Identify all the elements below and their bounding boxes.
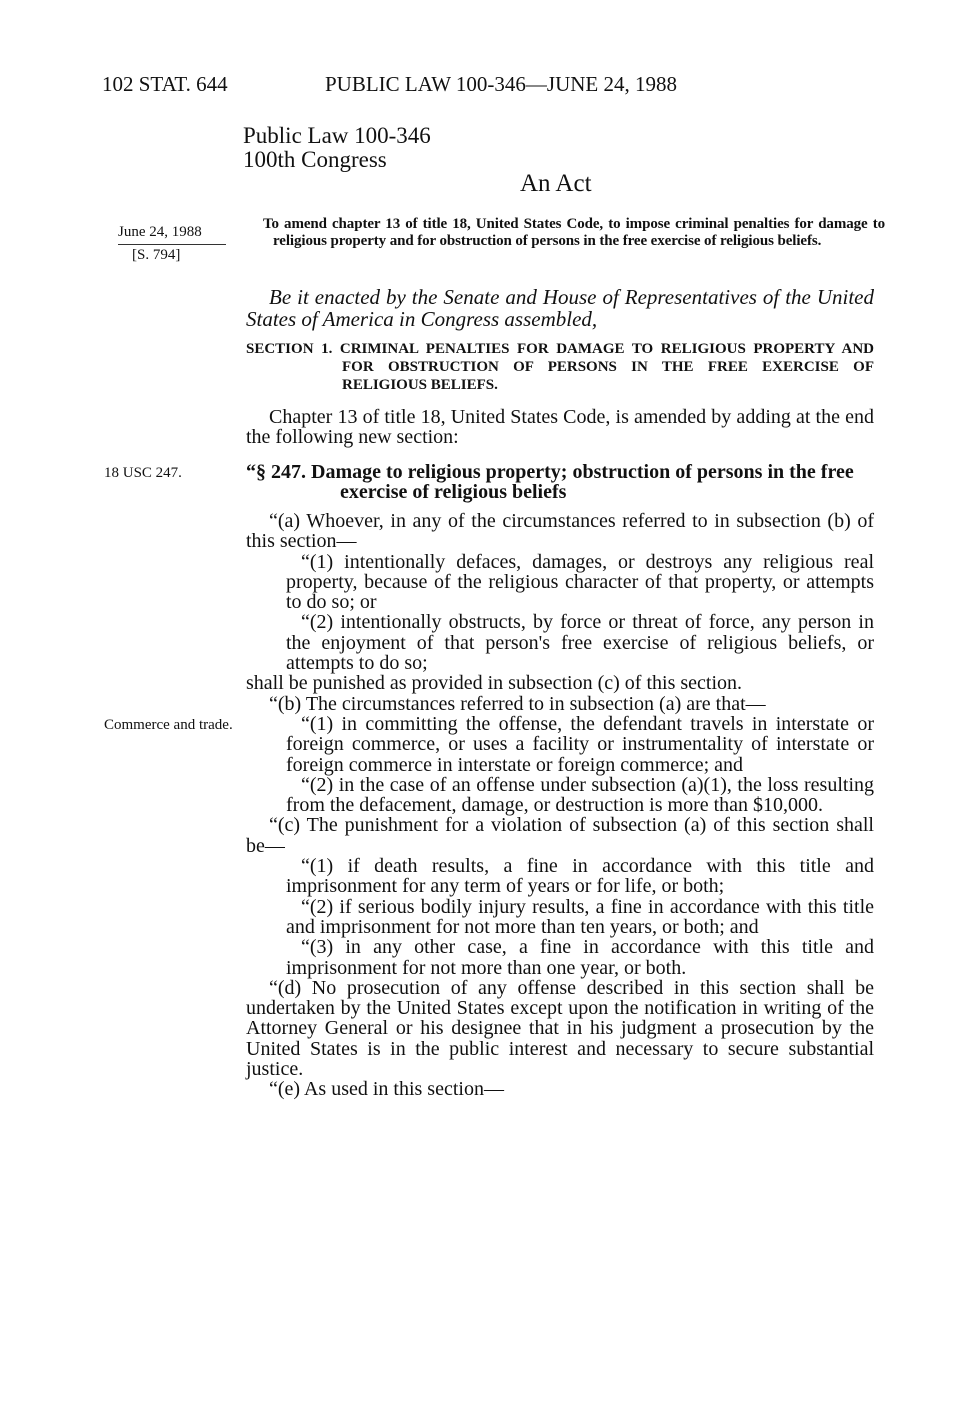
subsection-b-intro: “(b) The circumstances referred to in subsection (a) are that— — [269, 692, 766, 715]
running-header: PUBLIC LAW 100-346—JUNE 24, 1988 — [325, 72, 678, 96]
paragraph-a-2: “(2) intentionally obstructs, by force or threat of force, any person in the enjoyment of that person's free exercise of religious beliefs, or attempts to do so; — [286, 611, 874, 675]
paragraph-a-1: “(1) intentionally defaces, damages, or destroys any religious real property, because of the religious character of that property, or attempts to do so; or — [286, 550, 874, 614]
enacting-clause: Be it enacted by the Senate and House of Representatives of the United States of America in Congress assembled, — [246, 285, 874, 331]
statute-text — [246, 511, 874, 1100]
margin-usc-citation: 18 USC 247. — [104, 465, 182, 481]
subsection-a-intro: “(a) Whoever, in any of the circumstances referred to in subsection (b) of this section— — [246, 510, 874, 553]
congress-number: 100th Congress — [243, 147, 387, 172]
margin-bill-number: [S. 794] — [132, 247, 181, 263]
margin-approval-date: June 24, 1988 — [118, 224, 202, 240]
stat-page-number: 102 STAT. 644 — [102, 72, 228, 96]
margin-divider — [118, 244, 226, 245]
amending-paragraph: Chapter 13 of title 18, United States Code, is amended by adding at the end the following new section: — [246, 406, 874, 449]
subsection-c-intro: “(c) The punishment for a violation of subsection (a) of this section shall be— — [246, 814, 874, 857]
section-247-heading: “§ 247. Damage to religious property; obstruction of persons in the free exercise of religious beliefs — [246, 461, 854, 503]
paragraph-c-3: “(3) in any other case, a fine in accordance with this title and imprisonment for not more than one year, or both. — [286, 936, 874, 979]
subsection-e-intro: “(e) As used in this section— — [269, 1078, 504, 1101]
subsection-d: “(d) No prosecution of any offense described in this section shall be undertaken by the United States except upon the notification in writing of the Attorney General or his designee that in his judgment a prosecution by the United States is in the public interest and necessary to secure substantial justice. — [246, 976, 874, 1081]
paragraph-c-2: “(2) if serious bodily injury results, a fine in accordance with this title and imprisonment for not more than ten years, or both; and — [286, 895, 874, 938]
paragraph-c-1: “(1) if death results, a fine in accordance with this title and imprisonment for any term of years or for life, or both; — [286, 855, 874, 898]
paragraph-b-2: “(2) in the case of an offense under subsection (a)(1), the loss resulting from the defacement, damage, or destruction is more than $10,000. — [286, 773, 874, 817]
act-title: An Act — [520, 170, 592, 197]
paragraph-b-1: “(1) in committing the offense, the defendant travels in interstate or foreign commerce, or uses a facility or instrumentality of interstate or foreign commerce in interstate or foreign commerce; and — [286, 712, 874, 776]
subsection-a-close: shall be punished as provided in subsection (c) of this section. — [246, 672, 743, 695]
section-1-heading: SECTION 1. CRIMINAL PENALTIES FOR DAMAGE TO RELIGIOUS PROPERTY AND FOR OBSTRUCTION OF PERSONS IN THE FREE EXERCISE OF RELIGIOUS BELIEFS. — [246, 341, 874, 393]
public-law-number: Public Law 100-346 — [243, 123, 431, 148]
margin-commerce-note: Commerce and trade. — [104, 717, 233, 733]
purpose-statement: To amend chapter 13 of title 18, United States Code, to impose criminal penalties for damage to religious property and for obstruction of persons in the free exercise of religious beliefs. — [263, 216, 885, 249]
